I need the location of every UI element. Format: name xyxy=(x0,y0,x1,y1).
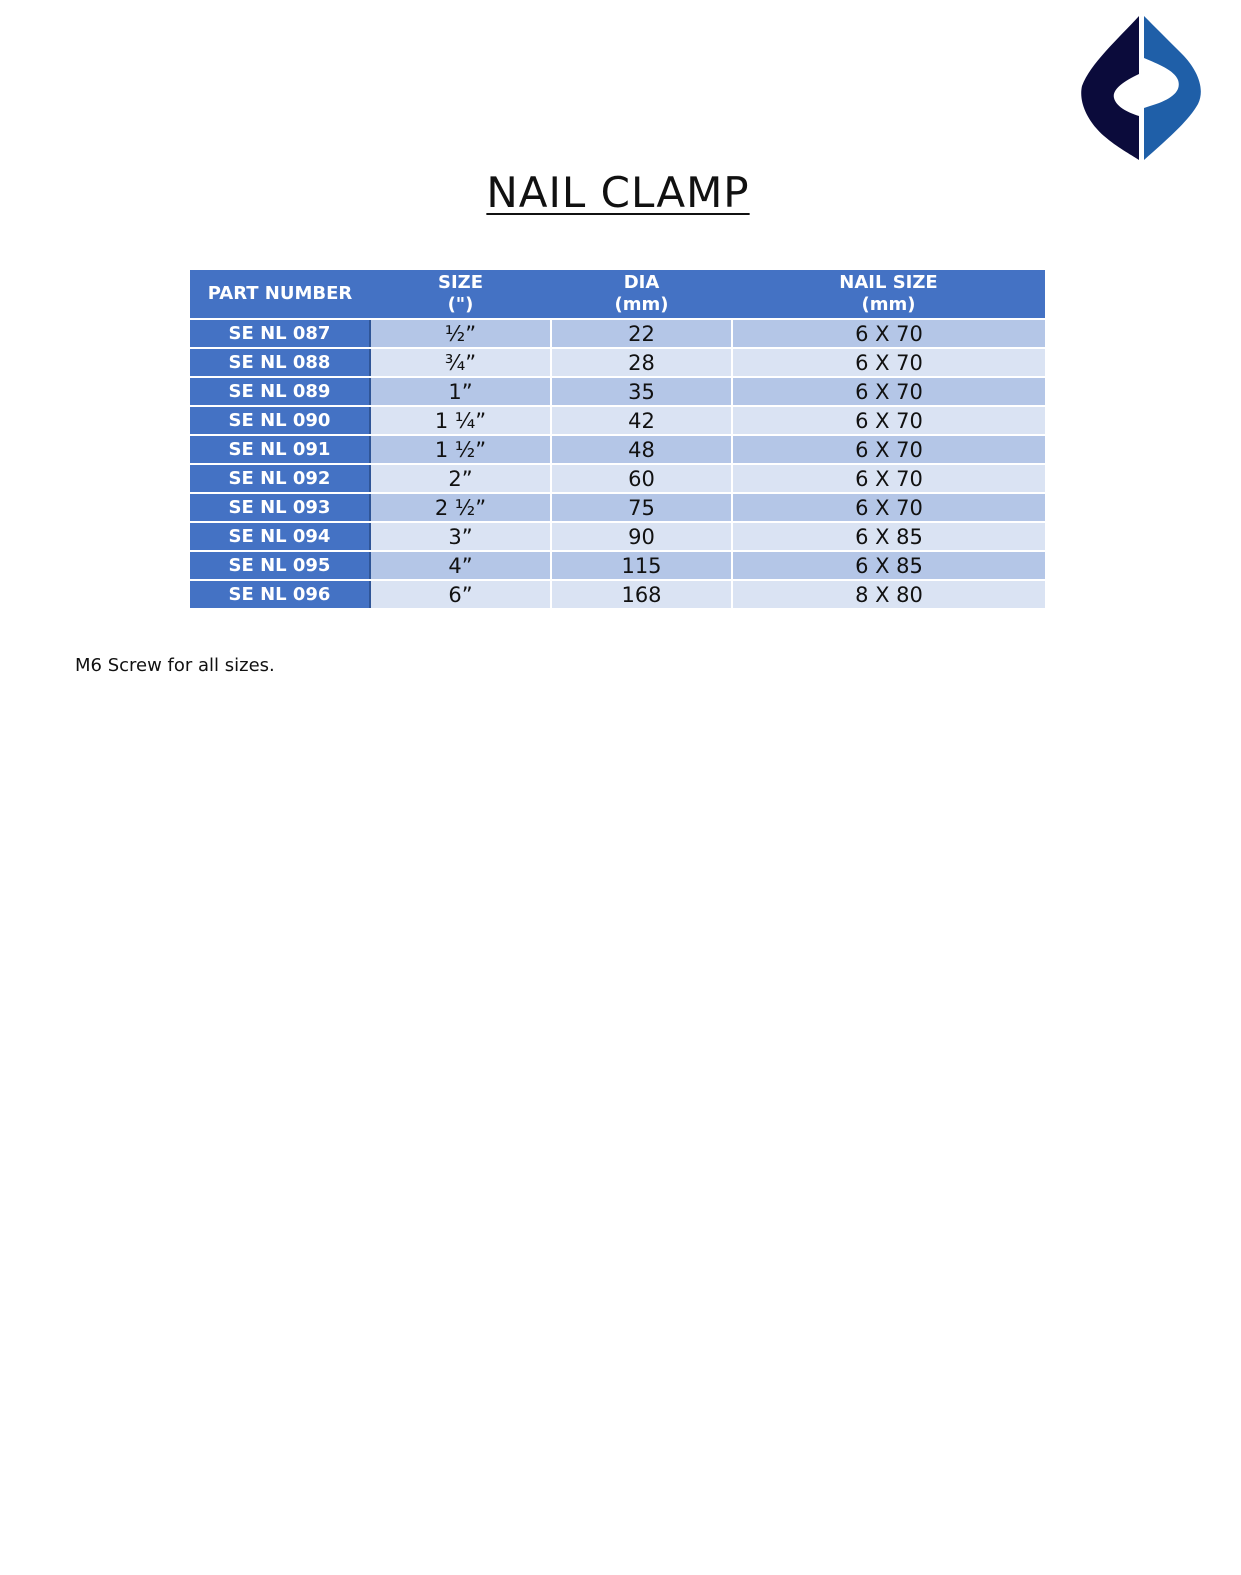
nail-size-cell: 6 X 70 xyxy=(732,435,1045,464)
nail-size-cell: 6 X 70 xyxy=(732,493,1045,522)
nail-size-cell: 6 X 70 xyxy=(732,377,1045,406)
table-row xyxy=(190,580,1045,609)
part-number-cell: SE NL 090 xyxy=(190,406,370,435)
logo-blue-shape xyxy=(1144,16,1201,160)
nail-size-cell: 6 X 70 xyxy=(732,406,1045,435)
size-cell: 1” xyxy=(370,377,551,406)
table-row xyxy=(190,435,1045,464)
nail-size-cell: 6 X 70 xyxy=(732,464,1045,493)
nail-size-cell: 6 X 85 xyxy=(732,551,1045,580)
size-cell: 1 ½” xyxy=(370,435,551,464)
screw-note: M6 Screw for all sizes. xyxy=(75,655,275,676)
part-number-cell: SE NL 087 xyxy=(190,319,370,348)
dia-cell: 48 xyxy=(551,435,732,464)
part-number-cell: SE NL 096 xyxy=(190,580,370,609)
table-row xyxy=(190,377,1045,406)
nail-size-cell: 6 X 70 xyxy=(732,319,1045,348)
company-logo xyxy=(1078,14,1204,162)
table-row xyxy=(190,493,1045,522)
header-nail-size: NAIL SIZE (mm) xyxy=(732,270,1045,319)
part-number-cell: SE NL 092 xyxy=(190,464,370,493)
part-number-cell: SE NL 091 xyxy=(190,435,370,464)
page-title: NAIL CLAMP xyxy=(486,168,750,217)
size-cell: 1 ¼” xyxy=(370,406,551,435)
nail-size-cell: 6 X 70 xyxy=(732,348,1045,377)
dia-cell: 60 xyxy=(551,464,732,493)
table-row xyxy=(190,348,1045,377)
part-number-cell: SE NL 089 xyxy=(190,377,370,406)
size-cell: 3” xyxy=(370,522,551,551)
header-part-number: PART NUMBER xyxy=(190,270,370,319)
header-size: SIZE (") xyxy=(370,270,551,319)
size-cell: 6” xyxy=(370,580,551,609)
part-number-cell: SE NL 093 xyxy=(190,493,370,522)
part-number-cell: SE NL 088 xyxy=(190,348,370,377)
table-row xyxy=(190,551,1045,580)
table-header-row xyxy=(190,270,1045,319)
table-row xyxy=(190,319,1045,348)
part-number-cell: SE NL 094 xyxy=(190,522,370,551)
size-cell: 2 ½” xyxy=(370,493,551,522)
dia-cell: 168 xyxy=(551,580,732,609)
size-cell: 4” xyxy=(370,551,551,580)
nail-clamp-table xyxy=(190,270,1045,610)
header-dia: DIA (mm) xyxy=(551,270,732,319)
logo-dark-shape xyxy=(1081,16,1139,160)
size-cell: ¾” xyxy=(370,348,551,377)
dia-cell: 22 xyxy=(551,319,732,348)
dia-cell: 42 xyxy=(551,406,732,435)
table-row xyxy=(190,464,1045,493)
dia-cell: 35 xyxy=(551,377,732,406)
nail-size-cell: 6 X 85 xyxy=(732,522,1045,551)
table-row xyxy=(190,522,1045,551)
dia-cell: 28 xyxy=(551,348,732,377)
size-cell: ½” xyxy=(370,319,551,348)
dia-cell: 90 xyxy=(551,522,732,551)
dia-cell: 75 xyxy=(551,493,732,522)
nail-size-cell: 8 X 80 xyxy=(732,580,1045,609)
part-number-cell: SE NL 095 xyxy=(190,551,370,580)
size-cell: 2” xyxy=(370,464,551,493)
table-row xyxy=(190,406,1045,435)
dia-cell: 115 xyxy=(551,551,732,580)
